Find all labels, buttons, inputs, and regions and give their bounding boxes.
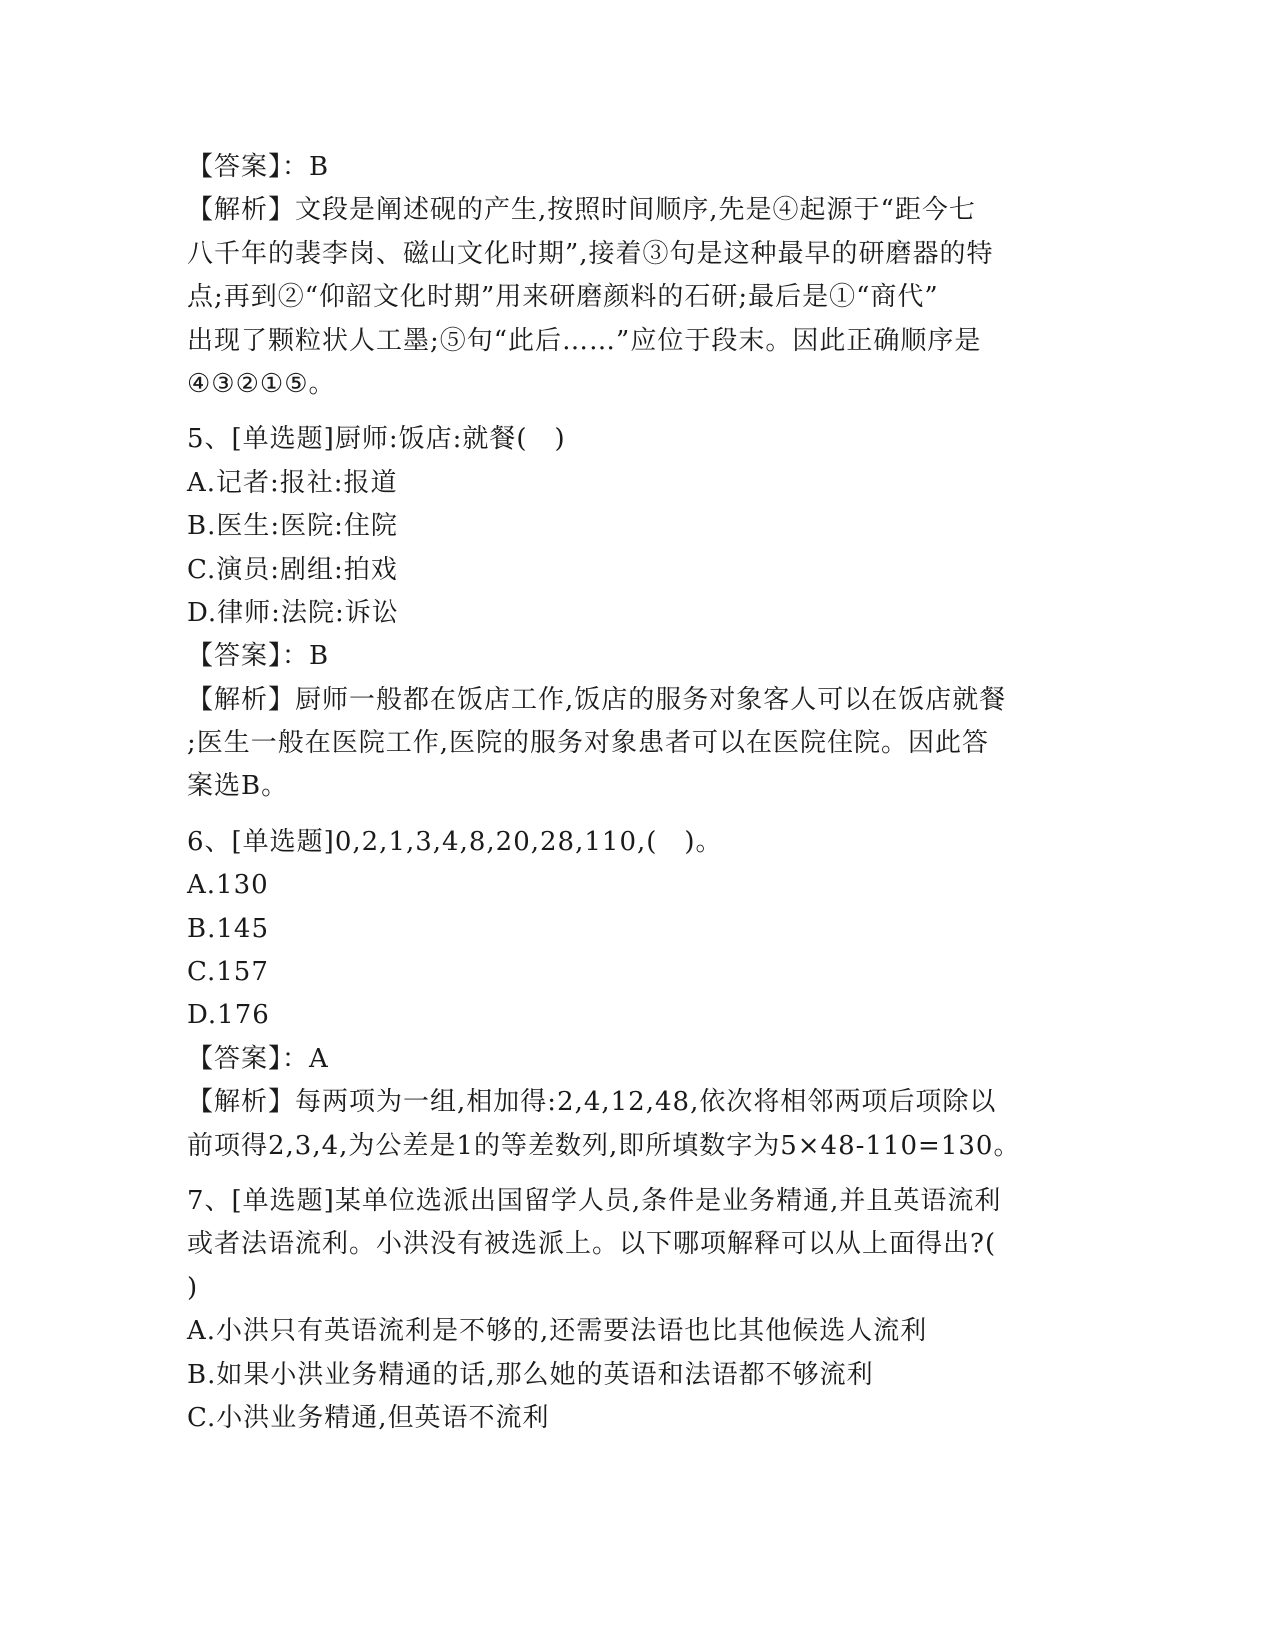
option-b: B.医生:医院:住院 [187, 511, 398, 542]
option-c: C.小洪业务精通,但英语不流利 [187, 1402, 550, 1433]
analysis-line: 【解析】厨师一般都在饭店工作,饭店的服务对象客人可以在饭店就餐 [187, 684, 1007, 715]
analysis-paragraph [187, 189, 1087, 406]
document-page [187, 146, 1087, 1440]
stem-line: ) [187, 1272, 199, 1303]
option-d: D.律师:法院:诉讼 [187, 597, 399, 628]
analysis-line: 案选B。 [187, 771, 289, 802]
answer-line: 【答案】：B [187, 152, 330, 182]
question-stem [187, 1180, 1087, 1310]
analysis-line: 【解析】文段是阐述砚的产生,按照时间顺序,先是④起源于“距今七 [187, 195, 976, 226]
question-7 [187, 1180, 1087, 1440]
answer-line: 【答案】：B [187, 641, 330, 672]
answer-line: 【答案】：A [187, 1043, 329, 1074]
question-6 [187, 821, 1087, 1168]
stem-line: 或者法语流利。小洪没有被选派上。以下哪项解释可以从上面得出?( [187, 1229, 997, 1260]
question-4-tail [187, 146, 1087, 406]
analysis-line: ;医生一般在医院工作,医院的服务对象患者可以在医院住院。因此答 [187, 728, 990, 759]
analysis-line: 出现了颗粒状人工墨;⑤句“此后……”应位于段末。因此正确顺序是 [187, 325, 982, 356]
question-stem: 6、[单选题]0,2,1,3,4,8,20,28,110,( )。 [187, 826, 723, 857]
question-5 [187, 418, 1087, 809]
analysis-line: ④③②①⑤。 [187, 368, 336, 399]
analysis-line: 八千年的裴李岗、磁山文化时期”,接着③句是这种最早的研磨器的特 [187, 238, 994, 269]
option-a: A.记者:报社:报道 [187, 467, 398, 498]
option-b: B.145 [187, 913, 269, 944]
option-a: A.130 [187, 870, 269, 901]
option-d: D.176 [187, 1000, 270, 1031]
analysis-line: 前项得2,3,4,为公差是1的等差数列,即所填数字为5×48-110=130。 [187, 1130, 1021, 1161]
stem-line: 7、[单选题]某单位选派出国留学人员,条件是业务精通,并且英语流利 [187, 1185, 1002, 1216]
analysis-paragraph [187, 679, 1087, 809]
option-c: C.演员:剧组:拍戏 [187, 554, 398, 585]
analysis-line: 【解析】每两项为一组,相加得:2,4,12,48,依次将相邻两项后项除以 [187, 1087, 997, 1118]
question-stem: 5、[单选题]厨师:饭店:就餐( ) [187, 424, 566, 455]
option-c: C.157 [187, 957, 269, 988]
analysis-line: 点;再到②“仰韶文化时期”用来研磨颜料的石研;最后是①“商代” [187, 282, 939, 313]
option-a: A.小洪只有英语流利是不够的,还需要法语也比其他候选人流利 [187, 1316, 928, 1347]
option-b: B.如果小洪业务精通的话,那么她的英语和法语都不够流利 [187, 1359, 874, 1390]
analysis-paragraph [187, 1081, 1087, 1168]
